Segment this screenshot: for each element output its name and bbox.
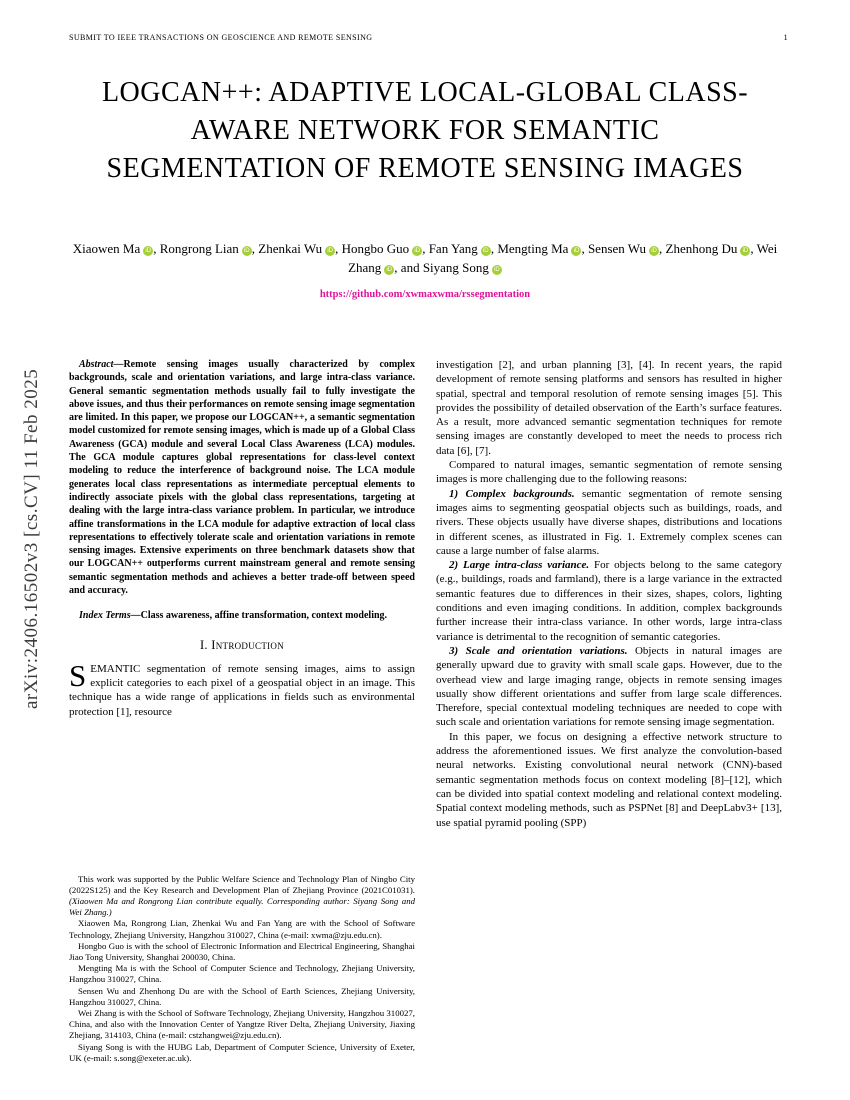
orcid-icon[interactable]: iD [740, 246, 750, 256]
left-column [69, 358, 415, 1064]
footnote: Wei Zhang is with the School of Software Technology, Zhejiang University, Hangzhou 310027, China, and also with the Innovation Center of Yangtze River Delta, Zhejiang University, Jiaxing Zhejiang, 314103, China (e-mail: cstzhangwei@zju.edu.cn). [69, 1007, 415, 1041]
orcid-icon[interactable]: iD [492, 265, 502, 275]
author-name: and Siyang Song [400, 260, 489, 275]
intro-first-word: EMANTIC [90, 662, 141, 675]
index-terms-lead: Index Terms— [79, 610, 141, 622]
abstract-lead: Abstract— [79, 359, 124, 370]
orcid-icon[interactable]: iD [412, 246, 422, 256]
github-link[interactable]: https://github.com/xwmaxwma/rssegmentation [319, 289, 531, 300]
body-paragraph: investigation [2], and urban planning [3], [4]. In recent years, the rapid development of remote sensing platforms and sensors has resulted in higher spatial, spectral and temporal resolution of remote sensing images [5]. This provides the possibility of detailed observation of the Earth’s surface features. As a result, more advanced semantic segmentation techniques for remote sensing images are constantly developed to meet the needs to process rich data [6], [7]. [436, 359, 782, 457]
author-name: Zhenhong Du [665, 241, 738, 256]
author-name: Wei Zhang [348, 241, 778, 275]
footnote: Mengting Ma is with the School of Computer Science and Technology, Zhejiang University, Hangzhou 310027, China. [69, 963, 415, 985]
body-paragraph-item [436, 487, 782, 558]
paper-title: LOGCAN++: ADAPTIVE LOCAL-GLOBAL CLASS-AWARE NETWORK FOR SEMANTIC SEGMENTATION OF REMOTE SENSING IMAGES [101, 77, 749, 184]
author-list: Xiaowen Ma iD , Rongrong Lian iD , Zhenkai Wu iD , Hongbo Guo iD , Fan Yang iD , Mengting Ma iD , Sensen Wu iD , Zhenhong Du iD , Wei Zhang iD , and Siyang Song iD [72, 241, 778, 275]
orcid-icon[interactable]: iD [384, 265, 394, 275]
abstract-text: Remote sensing images usually characterized by complex backgrounds, scale and orientation variations, and large intra-class variance. General semantic segmentation methods usually fail to fully investigate the above issues, and thus their performances on remote sensing image segmentation are limited. In this paper, we propose our LOGCAN++, a semantic segmentation model customized for remote sensing images, which is made up of a Global Class Awareness (GCA) module and several Local Class Awareness (LCA) modules. The GCA module captures global representations for class-level context modeling to reduce the interference of background noise. The LCA module generates local class representations as intermediate perceptual elements to indirectly associate pixels with the global class representations, targeting at dealing with the large intra-class variance problem. In particular, we introduce affine transformations in the LCA module for adaptive extraction of local class representations to effectively tolerate scale and orientation variations in remote sensing images. Extensive experiments on three benchmark datasets show that our LOGCAN++ outperforms current mainstream general and remote sensing semantic segmentation methods and achieves a better trade-off between speed and accuracy. [69, 359, 415, 597]
drop-cap: S [69, 657, 87, 693]
footnote [69, 874, 415, 919]
index-terms-paragraph [69, 609, 415, 622]
intro-first-paragraph-text: segmentation of remote sensing images, aims to assign explicit categories to each pixel of a geospatial object in an image. This technique has a wide range of applications in fields such as environmental protection [1], resource [69, 662, 415, 718]
body-paragraph: Compared to natural images, semantic segmentation of remote sensing images is more challenging due to the following reasons: [436, 459, 782, 486]
footnote: Siyang Song is with the HUBG Lab, Department of Computer Science, University of Exeter, UK (e-mail: s.song@exeter.ac.uk). [69, 1041, 415, 1063]
item-lead: 2) Large intra-class variance. [449, 559, 590, 572]
orcid-icon[interactable]: iD [481, 246, 491, 256]
orcid-icon[interactable]: iD [325, 246, 335, 256]
right-column [436, 358, 782, 1064]
body-paragraph-item [436, 558, 782, 644]
author-name: Fan Yang [428, 241, 478, 256]
footnote-funding-text: This work was supported by the Public Welfare Science and Technology Plan of Ningbo City (2022S125) and the Key Research and Development Plan of Zhejiang Province (2021C01031). [69, 873, 415, 895]
running-head [69, 33, 788, 42]
footnote: Hongbo Guo is with the school of Electronic Information and Electrical Engineering, Shanghai Jiao Tong University, Shanghai 200030, China. [69, 940, 415, 962]
author-name: Zhenkai Wu [258, 241, 323, 256]
section-heading-introduction: I. Introduction [199, 637, 285, 652]
author-name: Hongbo Guo [341, 241, 410, 256]
arxiv-watermark: arXiv:2406.16502v3 [cs.CV] 11 Feb 2025 [21, 368, 42, 710]
footnote: Xiaowen Ma, Rongrong Lian, Zhenkai Wu and Fan Yang are with the School of Software Technology, Zhejiang University, Hangzhou 310027, China (e-mail: xwma@zju.edu.cn). [69, 918, 415, 940]
item-text: Objects in natural images are generally upward due to gravity with small scale gaps. However, due to the overhead view and large imaging range, objects in remote sensing images usually show different orientations and suffer from large scale differences. Therefore, special contextual modeling techniques are needed to cope with such scale and orientation variations for remote sensing image segmentation. [436, 644, 782, 729]
index-terms-text: Class awareness, affine transformation, context modeling. [140, 610, 388, 622]
page-number: 1 [783, 33, 788, 42]
item-text: For objects belong to the same category (e.g., buildings, roads and farmland), there is a large variance in the extracted semantic features due to differences in their sizes, shapes, colors, lighting conditions and even imaging conditions. In addition, complex backgrounds further increase their intra-class variance. In other words, large intra-class variance is detrimental to the recognition of semantic categories. [436, 559, 782, 643]
orcid-icon[interactable]: iD [242, 246, 252, 256]
footnote-block [69, 874, 415, 1064]
author-name: Rongrong Lian [159, 241, 239, 256]
body-paragraph: In this paper, we focus on designing a effective network structure to address the aforementioned issues. We first analyze the convolution-based neural networks. Existing convolutional neural network (CNN)-based semantic segmentation methods focus on context modeling [8]–[12], which can be divided into spatial context modeling and relational context modeling. Spatial context modeling methods, such as PSPNet [8] and DeepLabv3+ [13], use spatial pyramid pooling (SPP) [436, 730, 782, 829]
author-name: Xiaowen Ma [72, 241, 141, 256]
item-lead: 1) Complex backgrounds. [449, 487, 575, 500]
orcid-icon[interactable]: iD [143, 246, 153, 256]
running-head-text: SUBMIT TO IEEE TRANSACTIONS ON GEOSCIENCE AND REMOTE SENSING [69, 33, 373, 42]
item-text: semantic segmentation of remote sensing images aims to segmenting geospatial objects such as buildings, roads, and rivers. These objects usually have diverse shapes, distributions and locations in different scenes, as illustrated in Fig. 1. Extremely complex scenes can cause a large number of false alarms. [436, 487, 782, 557]
two-column-body [69, 358, 783, 1064]
footnote: Sensen Wu and Zhenhong Du are with the School of Earth Sciences, Zhejiang University, Hangzhou 310027, China. [69, 985, 415, 1007]
author-name: Sensen Wu [587, 241, 647, 256]
intro-first-paragraph [69, 657, 415, 719]
abstract-paragraph [69, 358, 415, 597]
author-name: Mengting Ma [497, 241, 569, 256]
orcid-icon[interactable]: iD [571, 246, 581, 256]
orcid-icon[interactable]: iD [649, 246, 659, 256]
footnote-corresponding-note: (Xiaowen Ma and Rongrong Lian contribute equally. Corresponding author: Siyang Song and Wei Zhang.) [69, 895, 415, 918]
body-paragraph-item [436, 644, 782, 730]
item-lead: 3) Scale and orientation variations. [449, 644, 628, 657]
